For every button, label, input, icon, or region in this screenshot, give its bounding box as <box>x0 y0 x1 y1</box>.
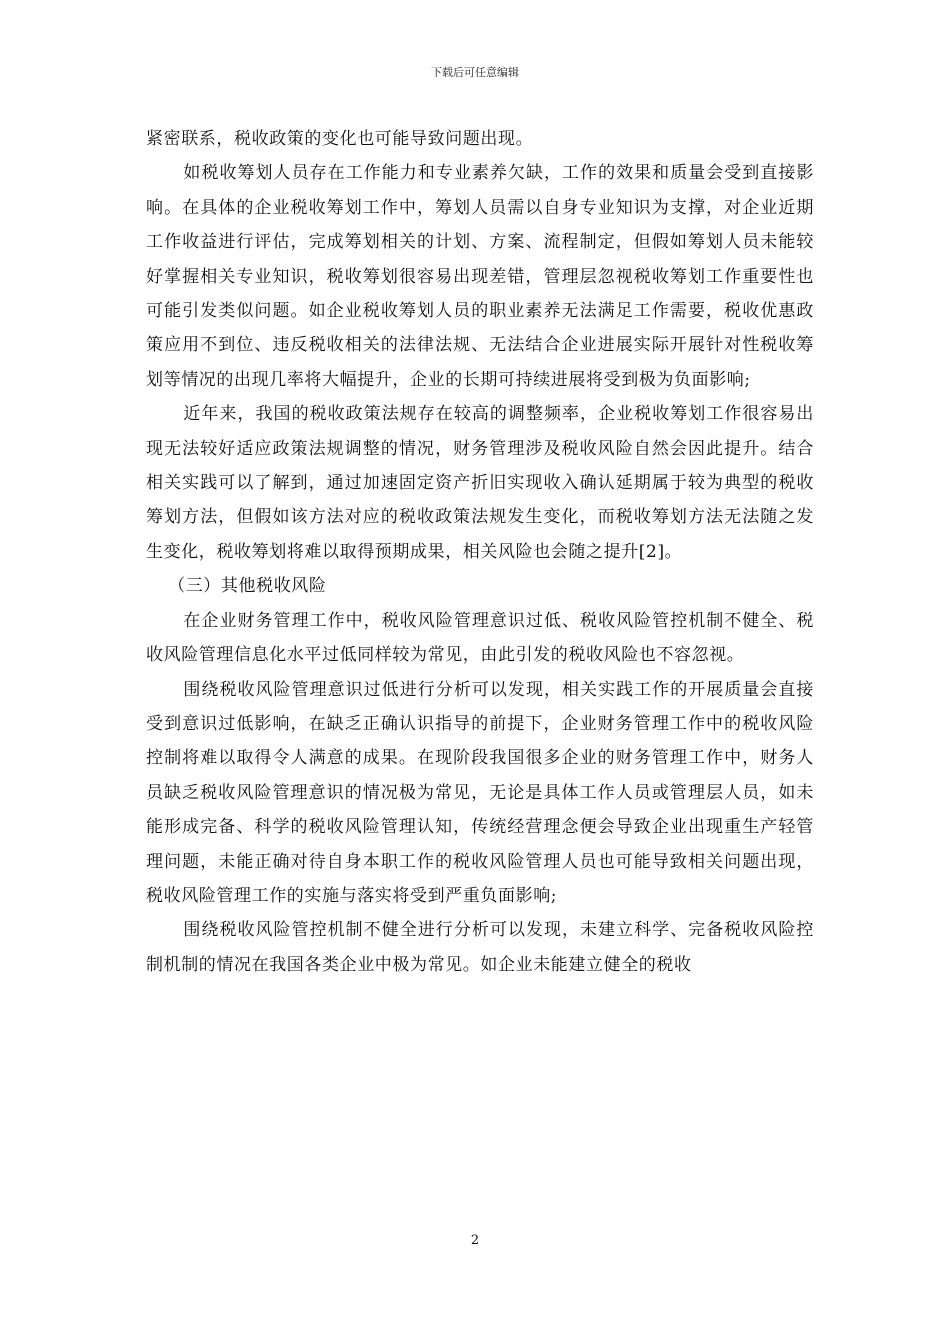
paragraph-planner-competence: 如税收筹划人员存在工作能力和专业素养欠缺，工作的效果和质量会受到直接影响。在具体的企业税收筹划工作中，筹划人员需以自身专业知识为支撑，对企业近期工作收益进行评估，完成筹划相关的计划、方案、流程制定，但假如筹划人员未能较好掌握相关专业知识，税收筹划很容易出现差错，管理层忽视税收筹划工作重要性也可能引发类似问题。如企业税收筹划人员的职业素养无法满足工作需要，税收优惠政策应用不到位、违反税收相关的法律法规、无法结合企业进展实际开展针对性税收筹划等情况的出现几率将大幅提升，企业的长期可持续进展将受到极为负面影响; <box>146 163 814 390</box>
paragraph-continuation: 紧密联系，税收政策的变化也可能导致问题出现。 <box>146 129 534 149</box>
paragraph-policy-changes: 近年来，我国的税收政策法规存在较高的调整频率，企业税收筹划工作很容易出现无法较好适应政策法规调整的情况，财务管理涉及税收风险自然会因此提升。结合相关实践可以了解到，通过加速固定资产折旧实现收入确认延期属于较为典型的税收筹划方法，但假如该方法对应的税收政策法规发生变化，而税收筹划方法无法随之发生变化，税收筹划将难以取得预期成果，相关风险也会随之提升[2]。 <box>146 404 814 562</box>
paragraph-risk-awareness: 围绕税收风险管理意识过低进行分析可以发现，相关实践工作的开展质量会直接受到意识过低影响，在缺乏正确认识指导的前提下，企业财务管理工作中的税收风险控制将难以取得令人满意的成果。在现阶段我国很多企业的财务管理工作中，财务人员缺乏税收风险管理意识的情况极为常见，无论是具体工作人员或管理层人员，如未能形成完备、科学的税收风险管理认知，传统经营理念便会导致企业出现重生产轻管理问题，未能正确对待自身本职工作的税收风险管理人员也可能导致相关问题出现，税收风险管理工作的实施与落实将受到严重负面影响; <box>146 679 814 906</box>
paragraph-control-mechanism: 围绕税收风险管控机制不健全进行分析可以发现，未建立科学、完备税收风险控制机制的情况在我国各类企业中极为常见。如企业未能建立健全的税收 <box>146 920 814 975</box>
document-body <box>146 122 814 982</box>
page-number: 2 <box>470 1233 480 1248</box>
section-heading: （三）其他税收风险 <box>168 576 327 597</box>
page-header: 下载后可任意编辑 <box>431 66 519 79</box>
paragraph-other-risks-intro: 在企业财务管理工作中，税收风险管理意识过低、税收风险管控机制不健全、税收风险管理信息化水平过低同样较为常见，由此引发的税收风险也不容忽视。 <box>146 610 814 666</box>
